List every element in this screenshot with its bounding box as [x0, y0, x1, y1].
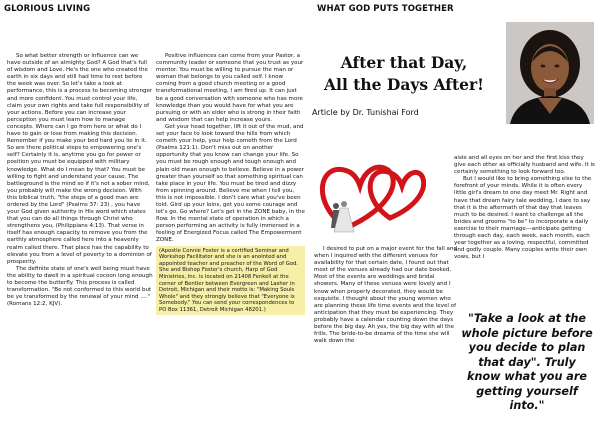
author-portrait-icon	[506, 22, 594, 124]
column-1	[7, 53, 153, 308]
article-title-line2: All the Days After!	[324, 75, 484, 94]
column-1-paragraph: The definite state of one's well being must have the ability to dwell in a spiritual cocoon long enough to become the butterfly. This process is called transformation. "Be not conformed to this world but be ye transformed by the renewal of your mind ...." (Romans 12:2, KJV).	[7, 265, 153, 308]
column-2-paragraph: Get your head together, lift it out of the mud, and set your face to look toward the hills from which cometh your help, your help cometh from the Lord (Psalms 121:1). Don't miss out on another opportunity that you know can change your life. So you must be rough enough and tough enough and plain old mean enough to believe. Believe in a power greater than yourself so that something spiritual can take place in your life. You must be tired and dizzy from spinning around. Believe me when I tell you, this is not impossible. I don't care what you've been told. Gird up your loins, get you some courage and let's go. Go where? Let's get in the ZONE baby, in the flow. In the mental state of operation in which a person performing an activity is fully immersed in a feeling of Energized Focus called The Empowerment ZONE.	[156, 123, 305, 244]
column-1-paragraph: So what better strength or influence can we have outside of an almighty God? A God that's full of wisdom and Love. He's the one who created the earth in six days and still had time to rest before the week was over. So let's take a look at performance, this is a process to becoming stronger and more confident. You must control your life, claim your own rights and take full responsibility of your actions. Before you can increase your perception you must learn how to manage concepts. Where can I go from here or what do I have to gain or lose from making this decision. Remember if you make your bed hard you lie in it. So are there political steps to empowering one's self? Certainly it is, anytime you go for power or position you must be equipped with military knowledge. What do I mean by that? You must be willing to fight and understand your cause. The battleground is the mind so if it's not a sober mind, you probably will make the wrong decision. With this biblical truth, "the steps of a good man are ordered by the Lord" (Psalms 37: 23) , you have your God given authority in His word which states that you can do all things through Christ who strengthens you, (Philippians 4:13). That verse in itself has enough capacity to remove you from the earthly atmosphere called here into a heavenly realm called there. That place has the capability to elevate you from a level of poverty to a dominion of prosperity.	[7, 53, 153, 265]
hearts-decoration	[316, 148, 426, 244]
article-byline: Article by Dr. Tunishai Ford	[312, 108, 419, 117]
column-3-paragraph: I desired to put on a major event for the fall and when I inquired with the different venues for availability for that certain date, I found out that most of the venues already had our date booked. Most of the events are weddings and bridal showers. Many of these venues were lovely and I know when properly decorated, they would be exquisite. I thought about the young women who are planning these life time events and the level of anticipation that they must be experiencing. They probably have a calendar counting down the days before the big day. Ah yes, the big day with all the frills. The bride-to-be dreams of the time she will walk down the	[314, 246, 457, 345]
column-4-paragraph: But I would like to bring something else to the forefront of your minds. While it is often every little girl's dream to one day meet Mr. Right and have that dream fairy tale wedding, I dare to say that it is the aftermath of that day that leaves much to be desired. I want to challenge all the brides and grooms "to be" to incorporate a daily exercise to their marriage---anticipate getting through each day, each week, each month, each year together as a loving, respectful, committed and godly couple. Many couples write their own vows, but I	[454, 176, 592, 261]
author-bio-box: (Apostle Connie Foster is a certified Seminar and Workshop Facilitator and she is an anointed and appointed teacher and preacher of the Word of God. She and Bishop Foster's church, Harp of God Ministries, Inc. is located on 21408 Fenkell at the corner of Bentler between Evergreen and Lasher in Detroit, Michigan and their motto is: "Making Souls Whole" and they strongly believe that "Everyone is Somebody." You can send your correspondences to PO Box 11361, Detroit Michigan 48201.)	[156, 246, 305, 316]
column-3	[314, 246, 459, 345]
article-title	[310, 52, 498, 96]
article-title-line1: After that Day,	[340, 53, 468, 72]
section-header-left: GLORIOUS LIVING	[4, 4, 91, 14]
column-4	[454, 155, 595, 261]
hearts-wedding-icon	[316, 148, 426, 244]
column-2	[156, 53, 305, 315]
column-2-paragraph: Positive influences can come from your Pastor, a community leader or someone that you trust as your mentor. You must be willing to pursue the man or woman that belongs to you called self. I know coming from a good church meeting or a good transformational meeting, I am fired up. It can just be a good conversation with someone who has more knowledge than you would have for what you are pursuing or with an elder who is strong in their faith and wisdom that can help increase yours.	[156, 53, 304, 123]
author-photo	[506, 22, 594, 124]
pull-quote: "Take a look at the whole picture before you decide to plan that day". Truly know what you are getting yourself into."	[461, 312, 593, 412]
section-header-right: WHAT GOD PUTS TOGETHER	[317, 4, 454, 14]
column-4-paragraph: aisle and all eyes on her and the first kiss they give each other as officially husband and wife. It is certainly something to look forward too.	[454, 155, 595, 176]
